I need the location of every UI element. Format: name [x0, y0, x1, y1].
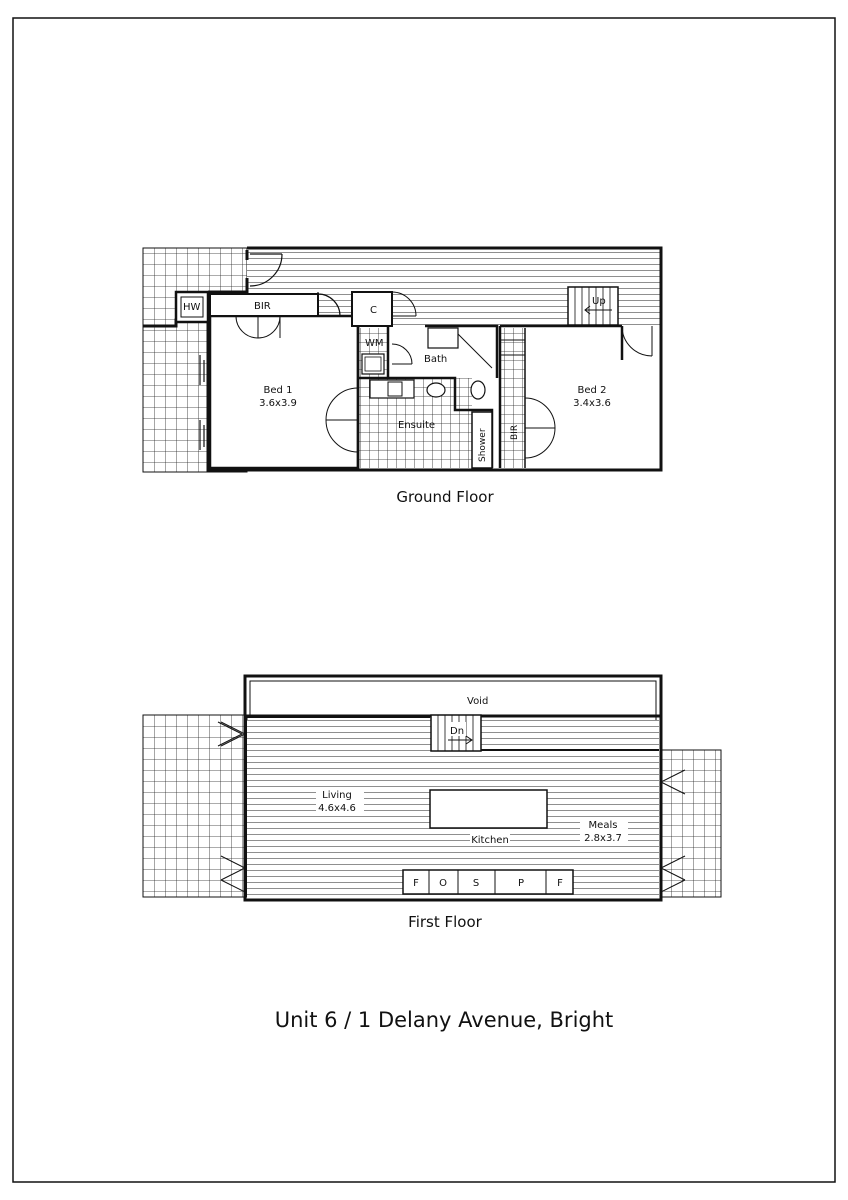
appliance-pantry: P	[517, 878, 525, 889]
appliance-fridge-left: F	[413, 878, 419, 889]
bath-tub	[428, 328, 458, 348]
label-bed2-name: Bed 2	[577, 385, 607, 396]
label-bed1-size: 3.6x3.9	[259, 398, 297, 409]
label-meals-name: Meals	[588, 820, 618, 831]
label-bir-bed2: BIR	[510, 424, 520, 440]
label-ensuite: Ensuite	[398, 420, 436, 431]
appliance-fridge-right: F	[557, 878, 563, 889]
label-living-size: 4.6x4.6	[318, 803, 356, 814]
first-floor-caption: First Floor	[408, 913, 482, 931]
label-hw: HW	[183, 302, 201, 313]
ensuite-vanity	[370, 380, 414, 398]
deck-left-tiles	[143, 715, 247, 897]
first-floor-plan	[143, 676, 721, 931]
ensuite-toilet	[427, 383, 445, 397]
kitchen-island	[430, 790, 547, 828]
bed2-bir-tiles	[501, 328, 525, 468]
label-meals-size: 2.8x3.7	[584, 833, 622, 844]
label-dn: Dn	[450, 726, 465, 737]
label-shower: Shower	[478, 428, 488, 462]
label-void: Void	[467, 696, 489, 707]
appliance-sink: S	[472, 878, 480, 889]
label-up: Up	[592, 296, 606, 307]
appliance-oven: O	[439, 878, 447, 889]
label-bath: Bath	[424, 354, 448, 365]
ground-floor-plan	[143, 248, 661, 506]
label-wm: WM	[365, 338, 384, 349]
label-bir-bed1: BIR	[254, 301, 271, 312]
deck-right-tiles	[661, 750, 721, 897]
label-living-name: Living	[322, 790, 352, 801]
label-bed2-size: 3.4x3.6	[573, 398, 611, 409]
bath-toilet	[471, 381, 485, 399]
address-title: Unit 6 / 1 Delany Avenue, Bright	[274, 1008, 614, 1032]
label-kitchen: Kitchen	[471, 835, 509, 846]
ground-floor-caption: Ground Floor	[396, 488, 494, 506]
label-bed1-name: Bed 1	[263, 385, 293, 396]
label-c: C	[370, 305, 377, 316]
